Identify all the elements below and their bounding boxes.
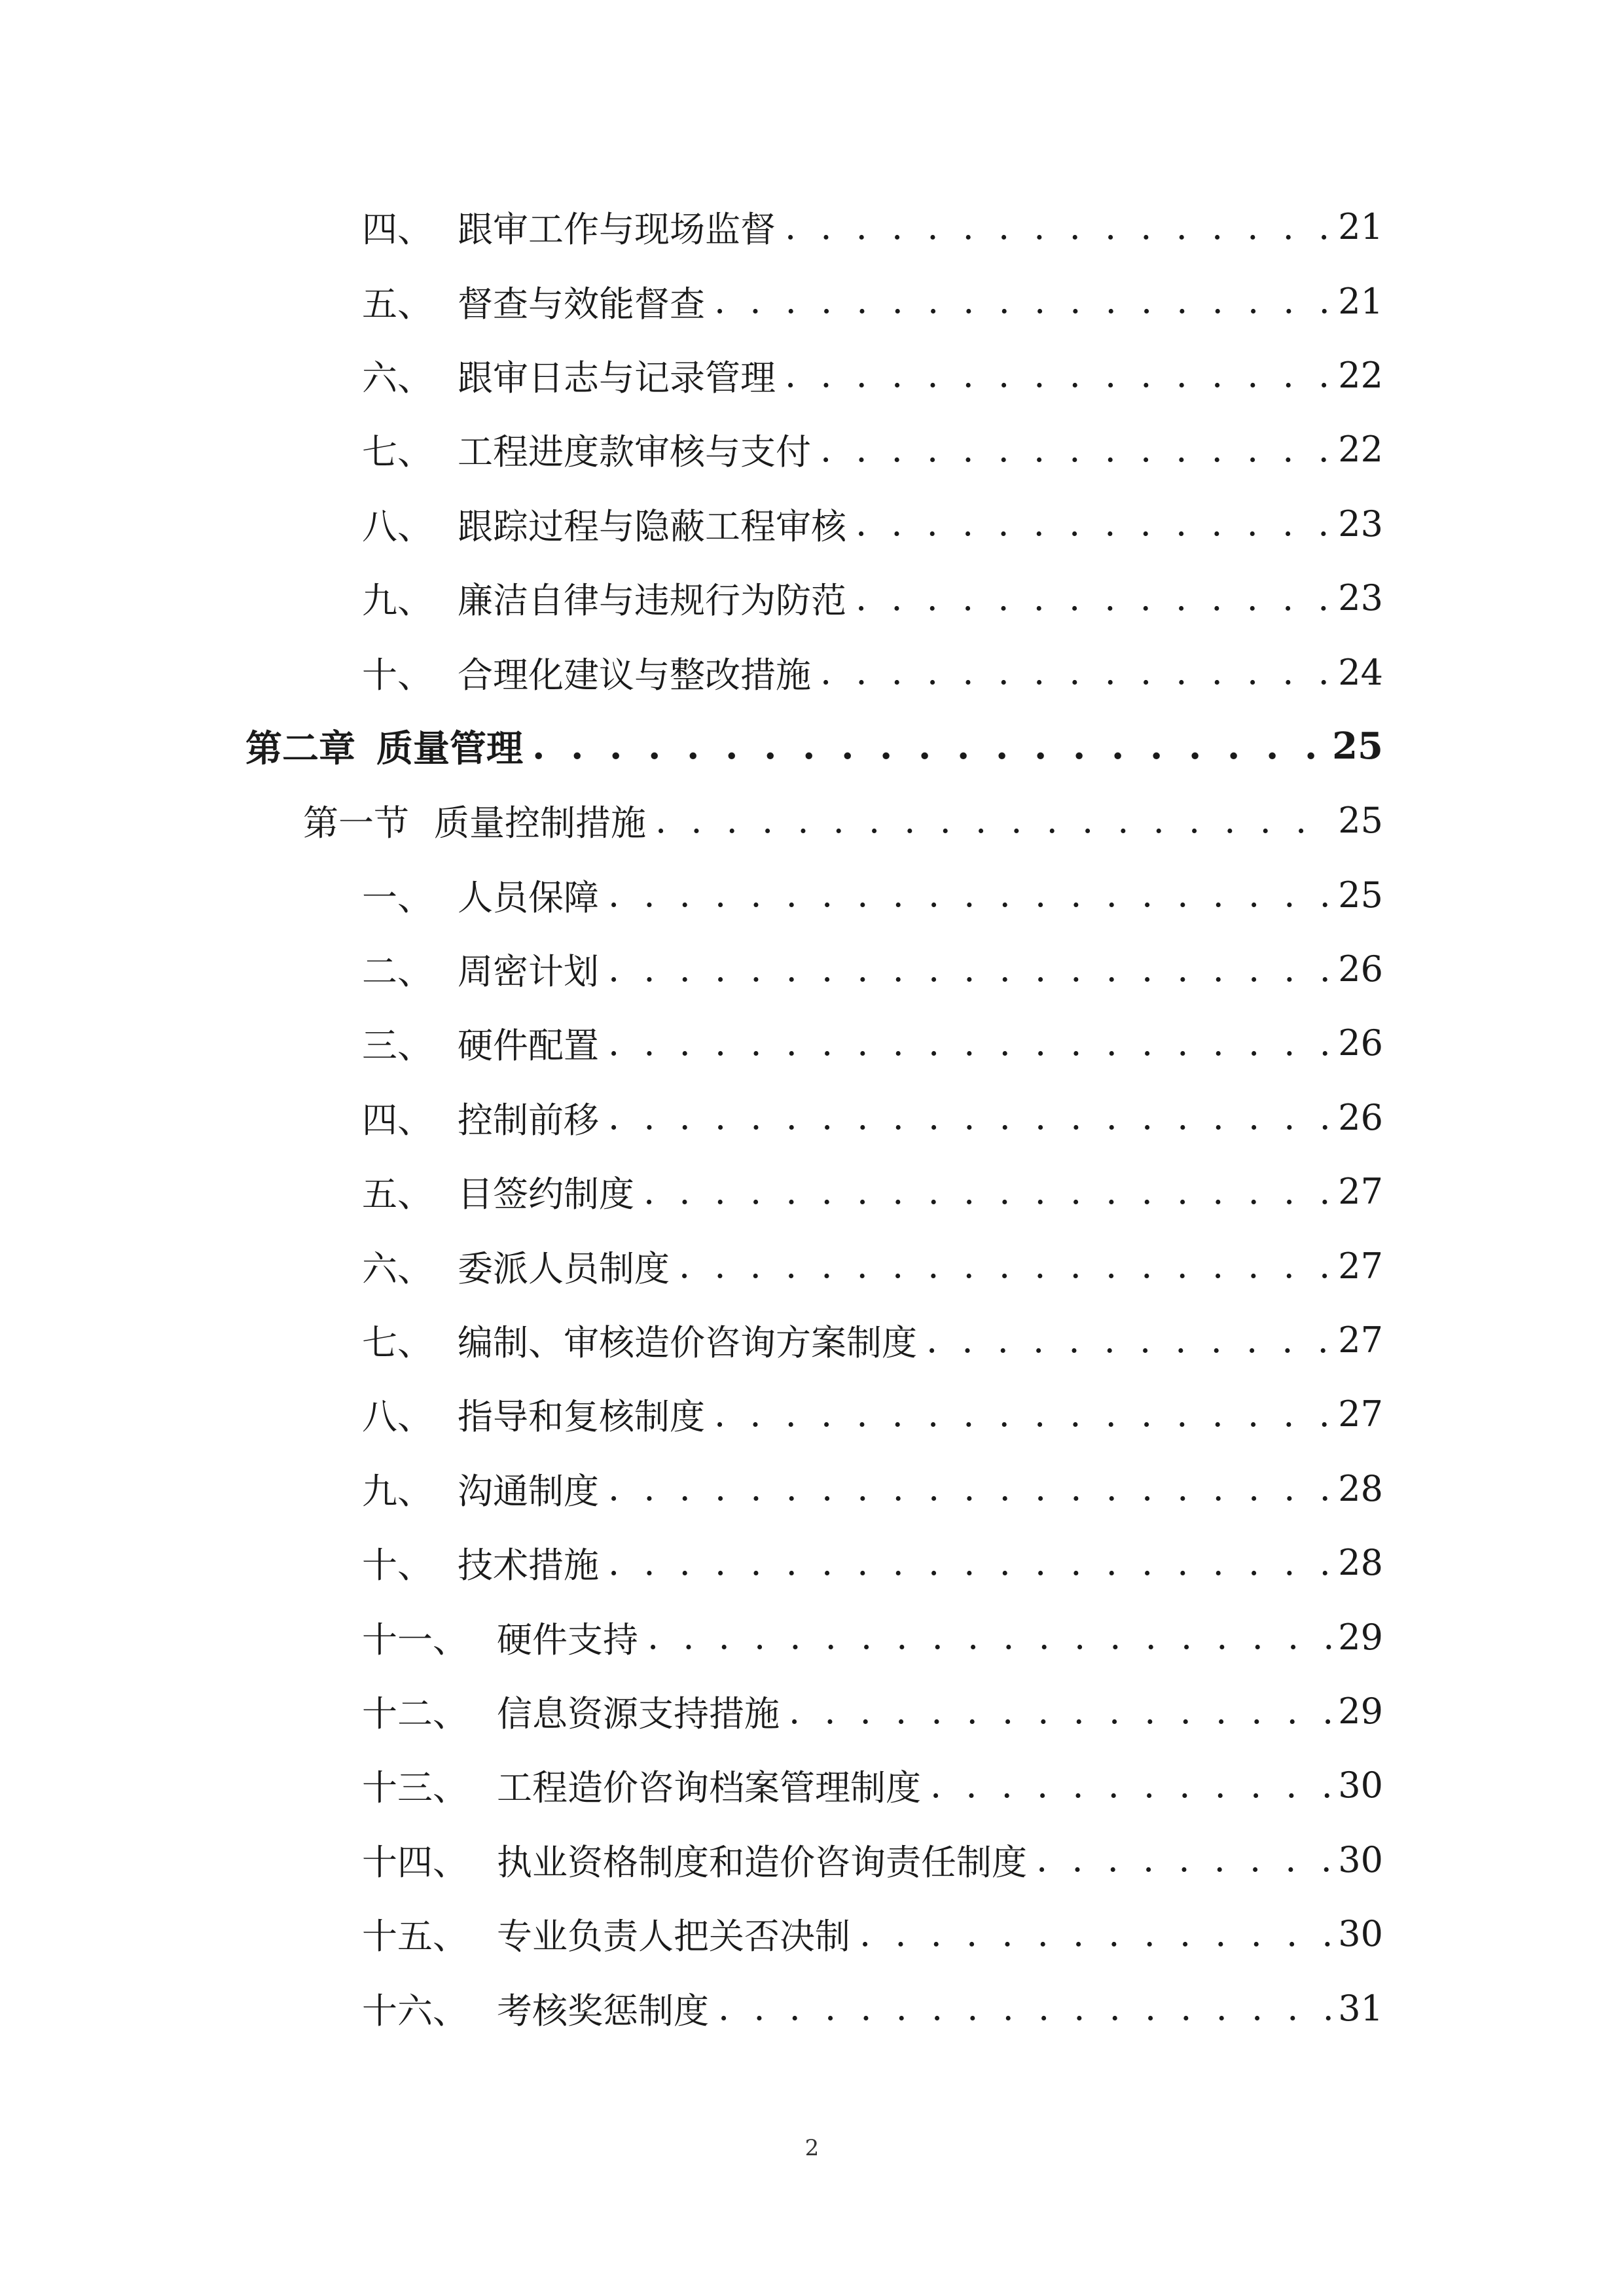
dot-leader — [926, 1323, 1331, 1358]
toc-entry-page: 30 — [1338, 1913, 1383, 1955]
dot-leader — [856, 506, 1331, 541]
toc-entry-number: 八、 — [362, 505, 433, 547]
toc-entry[interactable] — [245, 1081, 1383, 1155]
toc-entry-page: 23 — [1338, 503, 1383, 545]
toc-entry[interactable] — [245, 858, 1383, 932]
dot-leader — [820, 432, 1331, 467]
toc-entry[interactable] — [245, 1303, 1383, 1377]
toc-entry[interactable] — [245, 1674, 1383, 1748]
toc-entry-title: 硬件配置 — [458, 1025, 599, 1067]
dot-leader — [643, 1174, 1331, 1210]
toc-entry-page: 21 — [1338, 206, 1383, 248]
toc-entry-page: 27 — [1338, 1393, 1383, 1435]
toc-entry[interactable] — [245, 635, 1383, 709]
toc-entry-number: 七、 — [362, 1322, 433, 1364]
toc-entry[interactable] — [245, 1526, 1383, 1600]
toc-entry[interactable] — [245, 1377, 1383, 1451]
toc-entry-page: 22 — [1338, 354, 1383, 396]
toc-entry-number: 十、 — [362, 654, 433, 696]
toc-entry[interactable] — [245, 709, 1383, 783]
toc-entry[interactable] — [245, 1452, 1383, 1526]
toc-entry-number: 第二章 — [245, 727, 355, 771]
toc-entry[interactable] — [245, 1971, 1383, 2045]
dot-leader — [532, 728, 1326, 764]
toc-entry-title: 硬件支持 — [497, 1619, 638, 1660]
toc-entry-number: 五、 — [362, 1174, 433, 1215]
toc-entry-number: 六、 — [362, 357, 433, 399]
dot-leader — [655, 803, 1331, 838]
toc-entry-title: 目签约制度 — [458, 1174, 634, 1215]
toc-entry-number: 十二、 — [362, 1693, 468, 1734]
dot-leader — [608, 1471, 1331, 1506]
dot-leader — [820, 655, 1331, 690]
toc-entry-number: 十四、 — [362, 1841, 468, 1883]
toc-entry-page: 24 — [1338, 651, 1383, 693]
toc-entry-title: 质量管理 — [376, 727, 523, 771]
toc-entry[interactable] — [245, 190, 1383, 264]
toc-entry-number: 一、 — [362, 876, 433, 918]
toc-entry-title: 技术措施 — [458, 1545, 599, 1587]
toc-entry-title: 廉洁自律与违规行为防范 — [458, 580, 846, 622]
dot-leader — [608, 877, 1331, 912]
toc-entry[interactable] — [245, 1155, 1383, 1229]
toc-entry[interactable] — [245, 1229, 1383, 1302]
dot-leader — [859, 1916, 1331, 1952]
toc-entry-page: 27 — [1338, 1171, 1383, 1213]
toc-entry-title: 编制、审核造价咨询方案制度 — [458, 1322, 917, 1364]
toc-entry-page: 26 — [1338, 1096, 1383, 1138]
toc-entry[interactable] — [245, 561, 1383, 635]
toc-entry[interactable] — [245, 1897, 1383, 1971]
toc-entry-page: 27 — [1338, 1319, 1383, 1361]
toc-entry-page: 31 — [1338, 1987, 1383, 2029]
toc-entry-title: 工程造价咨询档案管理制度 — [497, 1767, 921, 1809]
page-number: 2 — [804, 2135, 820, 2161]
toc-entry-number: 十三、 — [362, 1767, 468, 1809]
toc-entry-number: 第一节 — [303, 802, 409, 844]
toc-entry-number: 九、 — [362, 580, 433, 622]
toc-entry-title: 控制前移 — [458, 1099, 599, 1141]
dot-leader — [789, 1694, 1331, 1729]
toc-entry-title: 执业资格制度和造价咨询责任制度 — [497, 1841, 1027, 1883]
dot-leader — [714, 283, 1331, 319]
toc-entry-title: 跟审日志与记录管理 — [458, 357, 776, 399]
toc-entry-title: 指导和复核制度 — [458, 1396, 705, 1438]
toc-entry-page: 22 — [1338, 429, 1383, 471]
toc-entry[interactable] — [245, 1823, 1383, 1897]
toc-entry-title: 沟通制度 — [458, 1470, 599, 1512]
toc-entry[interactable] — [245, 264, 1383, 338]
toc-entry-title: 考核奖惩制度 — [497, 1990, 709, 2032]
toc-entry[interactable] — [245, 487, 1383, 561]
toc-entry-page: 26 — [1338, 948, 1383, 990]
toc-entry-number: 十五、 — [362, 1916, 468, 1958]
toc-entry[interactable] — [245, 932, 1383, 1006]
dot-leader — [647, 1619, 1331, 1655]
toc-entry-page: 25 — [1332, 725, 1383, 768]
toc-entry-title: 信息资源支持措施 — [497, 1693, 780, 1734]
dot-leader — [930, 1768, 1331, 1803]
toc-entry-number: 二、 — [362, 951, 433, 993]
toc-entry[interactable] — [245, 338, 1383, 412]
toc-entry-number: 十、 — [362, 1545, 433, 1587]
dot-leader — [714, 1397, 1331, 1432]
dot-leader — [856, 581, 1331, 616]
toc-entry-page: 25 — [1338, 874, 1383, 916]
toc-entry-title: 委派人员制度 — [458, 1247, 670, 1289]
toc-entry-title: 工程进度款审核与支付 — [458, 431, 811, 473]
toc-entry-number: 四、 — [362, 1099, 433, 1141]
toc-entry-title: 合理化建议与整改措施 — [458, 654, 811, 696]
toc-entry-title: 质量控制措施 — [434, 802, 646, 844]
toc-entry[interactable] — [245, 412, 1383, 486]
toc-entry-title: 人员保障 — [458, 876, 599, 918]
toc-entry-title: 督查与效能督查 — [458, 283, 705, 325]
toc-entry-page: 21 — [1338, 280, 1383, 322]
toc-entry-number: 七、 — [362, 431, 433, 473]
toc-entry-number: 十一、 — [362, 1619, 468, 1660]
toc-entry-page: 23 — [1338, 577, 1383, 619]
toc-entry[interactable] — [245, 783, 1383, 857]
dot-leader — [785, 209, 1331, 245]
toc-entry-number: 三、 — [362, 1025, 433, 1067]
dot-leader — [718, 1990, 1331, 2026]
toc-entry-page: 29 — [1338, 1691, 1383, 1732]
dot-leader — [679, 1248, 1331, 1283]
table-of-contents — [245, 190, 1383, 2045]
toc-entry-number: 四、 — [362, 209, 433, 251]
toc-entry[interactable] — [245, 1600, 1383, 1674]
toc-entry-number: 八、 — [362, 1396, 433, 1438]
toc-entry-page: 27 — [1338, 1245, 1383, 1287]
dot-leader — [608, 1100, 1331, 1135]
toc-entry-number: 六、 — [362, 1247, 433, 1289]
toc-entry-page: 28 — [1338, 1542, 1383, 1584]
dot-leader — [1036, 1842, 1331, 1877]
toc-entry-title: 跟审工作与现场监督 — [458, 209, 776, 251]
toc-entry-page: 26 — [1338, 1022, 1383, 1064]
toc-entry[interactable] — [245, 1748, 1383, 1822]
toc-entry[interactable] — [245, 1006, 1383, 1080]
toc-entry-page: 30 — [1338, 1765, 1383, 1806]
toc-entry-title: 跟踪过程与隐蔽工程审核 — [458, 505, 846, 547]
toc-entry-page: 28 — [1338, 1467, 1383, 1509]
toc-entry-page: 30 — [1338, 1839, 1383, 1880]
dot-leader — [785, 357, 1331, 393]
toc-entry-number: 九、 — [362, 1470, 433, 1512]
toc-entry-title: 周密计划 — [458, 951, 599, 993]
toc-entry-page: 29 — [1338, 1616, 1383, 1658]
toc-entry-number: 十六、 — [362, 1990, 468, 2032]
dot-leader — [608, 952, 1331, 987]
toc-entry-title: 专业负责人把关否决制 — [497, 1916, 850, 1958]
dot-leader — [608, 1026, 1331, 1061]
toc-entry-page: 25 — [1338, 800, 1383, 842]
dot-leader — [608, 1545, 1331, 1581]
toc-entry-number: 五、 — [362, 283, 433, 325]
